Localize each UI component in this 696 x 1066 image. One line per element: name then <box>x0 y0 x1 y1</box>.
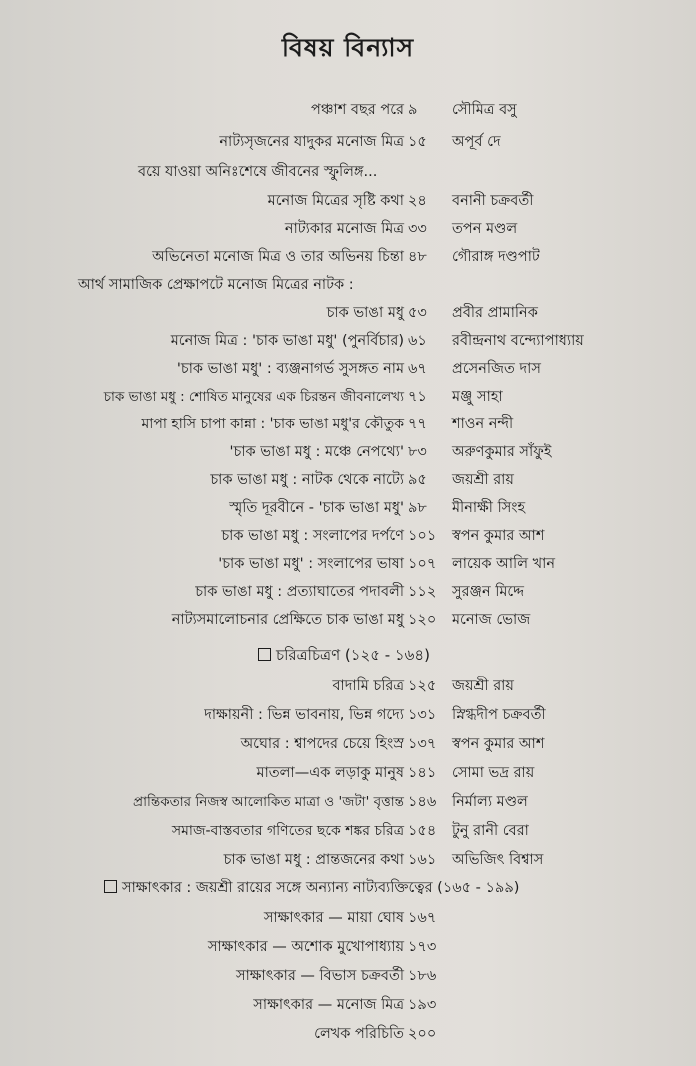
entry-author: সৌমিত্র বসু <box>452 102 517 118</box>
entry-title: নাট্যসৃজনের যাদুকর মনোজ মিত্র <box>219 134 404 150</box>
entry-title: বাদামি চরিত্র <box>332 678 404 694</box>
entry-title: চাক ভাঙা মধু : সংলাপের দর্পণে <box>221 528 404 544</box>
entry-page: ১২৫ <box>408 678 437 694</box>
toc-entry <box>0 215 696 243</box>
entry-title: সাক্ষাৎকার — মনোজ মিত্র <box>253 997 404 1013</box>
entry-page: ৭১ <box>408 389 427 405</box>
toc-entry <box>0 759 696 787</box>
entry-author: সুরঞ্জন মিদ্দে <box>452 584 524 600</box>
section-heading-characters <box>258 641 430 669</box>
toc-entry <box>0 788 696 816</box>
toc-entry <box>0 672 696 700</box>
entry-title: মনোজ মিত্র : 'চাক ভাঙা মধু' (পুনর্বিচার) <box>170 333 404 349</box>
entry-page: ১৪১ <box>408 765 437 781</box>
entry-title: চাক ভাঙা মধু : প্রান্তজনের কথা <box>223 852 404 868</box>
entry-page: ১৪৬ <box>408 794 437 810</box>
toc-entry <box>0 299 696 327</box>
entry-title: 'চাক ভাঙা মধু' : ব্যঞ্জনাগর্ভ সুসঙ্গত নাম <box>176 361 404 377</box>
entry-author: জয়শ্রী রায় <box>452 472 514 488</box>
toc-entry <box>0 243 696 271</box>
entry-page: ৩৩ <box>408 221 427 237</box>
toc-entry <box>0 578 696 606</box>
entry-author: রবীন্দ্রনাথ বন্দ্যোপাধ্যায় <box>452 333 584 349</box>
toc-entry <box>0 355 696 383</box>
toc-entry <box>0 904 696 932</box>
entry-page: ২৪ <box>408 193 427 209</box>
entry-title: পঞ্চাশ বছর পরে <box>311 102 404 118</box>
entry-page: ৯৫ <box>408 472 427 488</box>
toc-entry <box>0 187 696 215</box>
entry-page: ৯৮ <box>408 500 427 516</box>
toc-entry <box>0 962 696 990</box>
context-line: আর্থ সামাজিক প্রেক্ষাপটে মনোজ মিত্রের নাটক : <box>78 277 354 293</box>
entry-title: মনোজ মিত্রের সৃষ্টি কথা <box>267 193 404 209</box>
entry-author: টুনু রানী বেরা <box>452 823 529 839</box>
entry-title: চাক ভাঙা মধু <box>326 305 404 321</box>
toc-entry <box>0 730 696 758</box>
entry-title: স্মৃতি দূরবীনে - 'চাক ভাঙা মধু' <box>229 500 404 516</box>
entry-title: চাক ভাঙা মধু : শোষিত মানুষের এক চিরন্তন জীবনালেখ্য <box>103 389 404 405</box>
entry-author: প্রবীর প্রামানিক <box>452 305 538 321</box>
entry-title: প্রান্তিকতার নিজস্ব আলোকিত মাত্রা ও 'জটা' বৃত্তান্ত <box>133 794 404 810</box>
entry-page: ১৩১ <box>408 707 437 723</box>
entry-page: ১১২ <box>408 584 437 600</box>
toc-entry <box>0 383 696 411</box>
toc-entry <box>0 128 696 156</box>
entry-title: চাক ভাঙা মধু : নাটক থেকে নাট্যে <box>210 472 404 488</box>
entry-title: লেখক পরিচিতি <box>314 1026 404 1042</box>
entry-title: মাপা হাসি চাপা কান্না : 'চাক ভাঙা মধু'র কৌতুক <box>141 416 404 432</box>
entry-page: ১৯৩ <box>408 997 437 1013</box>
entry-page: ১৩৭ <box>408 736 437 752</box>
entry-author: গৌরাঙ্গ দণ্ডপাট <box>452 249 540 265</box>
entry-author: সোমা ভদ্র রায় <box>452 765 535 781</box>
entry-author: বনানী চক্রবর্তী <box>452 193 534 209</box>
entry-page: ৬১ <box>408 333 427 349</box>
entry-author: অভিজিৎ বিশ্বাস <box>452 852 544 868</box>
section-label: সাক্ষাৎকার : জয়শ্রী রায়ের সঙ্গে অন্যান্য নাট্যব্যক্তিত্বের (১৬৫ - ১৯৯) <box>122 880 520 896</box>
entry-author: অপূর্ব দে <box>452 134 501 150</box>
entry-title: নাট্যসমালোচনার প্রেক্ষিতে চাক ভাঙা মধু <box>171 612 404 628</box>
entry-author: মনোজ ভোজ <box>452 612 531 628</box>
entry-author: শাওন নন্দী <box>452 416 514 432</box>
entry-author: তপন মণ্ডল <box>452 221 518 237</box>
entry-title: নাট্যকার মনোজ মিত্র <box>284 221 404 237</box>
entry-title: সমাজ-বাস্তবতার গণিতের ছকে শঙ্কর চরিত্র <box>171 823 404 839</box>
toc-entry <box>0 96 696 124</box>
entry-title: 'চাক ভাঙা মধু' : সংলাপের ভাষা <box>218 556 404 572</box>
toc-entry <box>0 494 696 522</box>
entry-page: ৪৮ <box>408 249 427 265</box>
toc-entry <box>0 522 696 550</box>
entry-page: ১৫৪ <box>408 823 437 839</box>
entry-page: ১৫ <box>408 134 427 150</box>
page-title: বিষয় বিন্যাস <box>281 33 415 62</box>
entry-page: ২০০ <box>408 1026 437 1042</box>
continuation-line: বয়ে যাওয়া অনিঃশেষে জীবনের স্ফুলিঙ্গ... <box>138 164 378 180</box>
entry-page: ৬৭ <box>408 361 427 377</box>
toc-entry <box>0 327 696 355</box>
toc-entry <box>0 1020 696 1048</box>
toc-entry <box>0 933 696 961</box>
entry-title: অভিনেতা মনোজ মিত্র ও তার অভিনয় চিন্তা <box>152 249 404 265</box>
entry-page: ১৭৩ <box>408 939 437 955</box>
entry-title: দাক্ষায়নী : ভিন্ন ভাবনায়, ভিন্ন গদ্যে <box>204 707 404 723</box>
entry-author: লায়েক আলি খান <box>452 556 555 572</box>
entry-page: ৭৭ <box>408 416 427 432</box>
entry-title: 'চাক ভাঙা মধু : মঞ্চে নেপথ্যে' <box>229 444 404 460</box>
section-heading-interviews <box>104 874 519 902</box>
entry-author: প্রসেনজিত দাস <box>452 361 541 377</box>
entry-page: ১৬৭ <box>408 910 437 926</box>
entry-author: স্বপন কুমার আশ <box>452 528 545 544</box>
entry-title: সাক্ষাৎকার — অশোক মুখোপাধ্যায় <box>207 939 404 955</box>
toc-entry <box>0 438 696 466</box>
toc-entry <box>0 550 696 578</box>
section-label: চরিত্রচিত্রণ (১২৫ - ১৬৪) <box>276 646 430 664</box>
toc-entry <box>0 991 696 1019</box>
toc-entry <box>0 846 696 874</box>
toc-entry <box>0 606 696 634</box>
entry-page: ৯ <box>408 102 418 118</box>
toc-entry <box>0 701 696 729</box>
entry-author: মীনাক্ষী সিংহ <box>452 500 526 516</box>
entry-title: অঘোর : শ্বাপদের চেয়ে হিংস্র <box>240 736 404 752</box>
entry-author: স্বপন কুমার আশ <box>452 736 545 752</box>
entry-author: অরুণকুমার সাঁফুই <box>452 444 552 460</box>
entry-page: ১২০ <box>408 612 437 628</box>
checkbox-square-icon <box>104 880 117 893</box>
entry-author: স্নিগ্ধদীপ চক্রবর্তী <box>452 707 546 723</box>
toc-entry <box>0 410 696 438</box>
entry-page: ৫৩ <box>408 305 427 321</box>
entry-title: চাক ভাঙা মধু : প্রত্যাঘাতের পদাবলী <box>195 584 404 600</box>
entry-page: ১৬১ <box>408 852 437 868</box>
entry-title: মাতলা—এক লড়াকু মানুষ <box>256 765 404 781</box>
entry-author: নির্মাল্য মণ্ডল <box>452 794 528 810</box>
toc-entry <box>0 466 696 494</box>
entry-author: মঞ্জু সাহা <box>452 389 503 405</box>
entry-author: জয়শ্রী রায় <box>452 678 514 694</box>
entry-page: ৮৩ <box>408 444 427 460</box>
entry-title: সাক্ষাৎকার — বিভাস চক্রবর্তী <box>236 968 404 984</box>
checkbox-square-icon <box>258 648 271 661</box>
toc-entry <box>0 817 696 845</box>
entry-title: সাক্ষাৎকার — মায়া ঘোষ <box>263 910 404 926</box>
entry-page: ১০৭ <box>408 556 437 572</box>
entry-page: ১৮৬ <box>408 968 437 984</box>
entry-page: ১০১ <box>408 528 437 544</box>
